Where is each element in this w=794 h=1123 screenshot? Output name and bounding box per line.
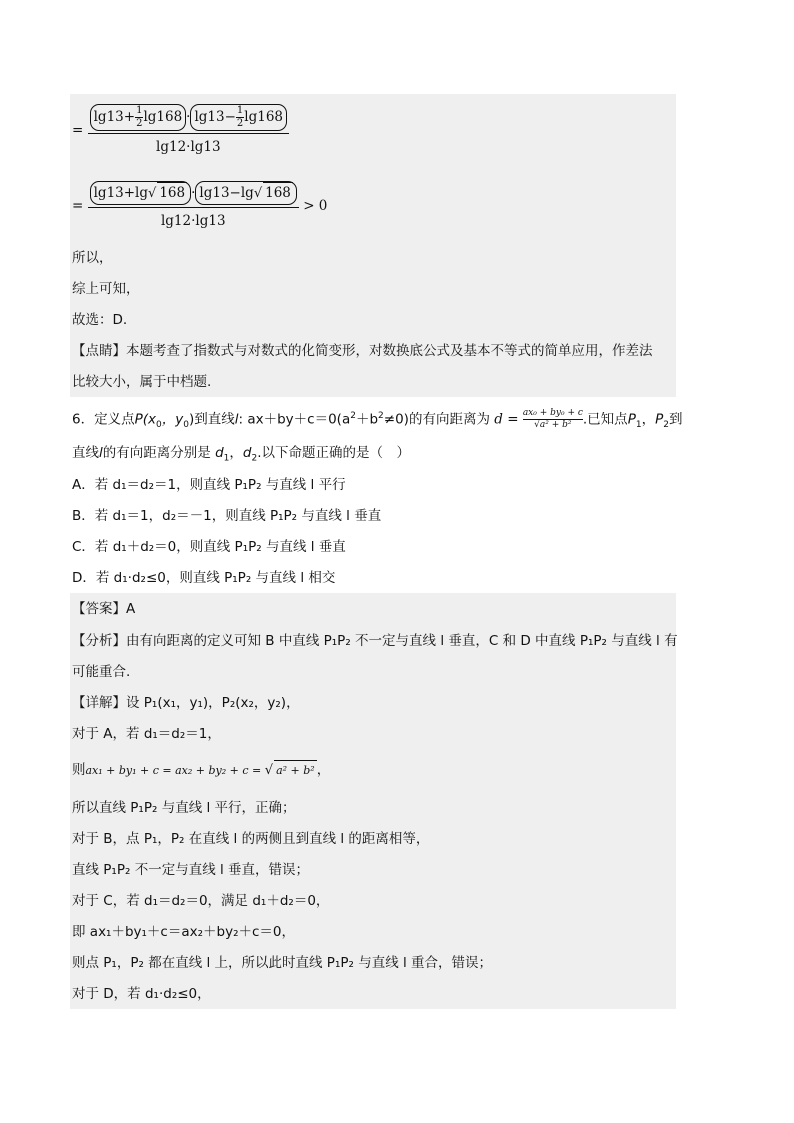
answer-label: 【答案】A xyxy=(72,601,136,617)
option-b: B．若 d₁＝1，d₂＝－1，则直线 P₁P₂ 与直线 l 垂直 xyxy=(72,508,382,524)
text-dianjing-1: 【点睛】本题考查了指数式与对数式的化简变形，对数换底公式及基本不等式的简单应用，作差法 xyxy=(72,343,653,359)
case-c-equation: 即 ax₁＋by₁＋c＝ax₂＋by₂＋c＝0， xyxy=(72,924,296,940)
option-a: A．若 d₁＝d₂＝1，则直线 P₁P₂ 与直线 l 平行 xyxy=(72,477,346,493)
option-d: D．若 d₁·d₂≤0，则直线 P₁P₂ 与直线 l 相交 xyxy=(72,570,336,586)
analysis-line-1: 【分析】由有向距离的定义可知 B 中直线 P₁P₂ 不一定与直线 l 垂直，C 和 D 中直线 P₁P₂ 与直线 l 有 xyxy=(72,633,678,649)
text-dianjing-2: 比较大小，属于中档题. xyxy=(72,374,212,390)
equation-2-fraction: $\frac{\lg 13+\lg√ 168 \cdot \lg 13-\lg√ 168}{\lg 12\cdot\lg 13}$ xyxy=(88,181,299,231)
analysis-line-2: 可能重合. xyxy=(72,664,131,680)
case-c-conclusion: 则点 P₁，P₂ 都在直线 l 上，所以此时直线 P₁P₂ 与直线 l 重合，错误； xyxy=(72,955,493,971)
equation-2: = $\frac{\lg 13+\lg√ 168 \cdot \lg 13-\lg√ 168}{\lg 12\cdot\lg 13}$ > 0 xyxy=(72,181,327,231)
equation-1: = lg13+ $\frac{1}{2}$ lg168 · lg13− $\frac{1}{2}$ lg168 lg12·lg13 xyxy=(72,104,289,157)
case-b-conclusion: 直线 P₁P₂ 不一定与直线 l 垂直，错误； xyxy=(72,862,310,878)
question-6-line-2: 直线l的有向距离分别是 $d_1$，$d_2$.以下命题正确的是（ ） xyxy=(72,445,410,464)
case-a-equation: 则ax₁ + by₁ + c = ax₂ + by₂ + c = √ a² + b² ， xyxy=(72,760,330,781)
text-suoyi: 所以， xyxy=(72,250,113,266)
case-d: 对于 D，若 d₁·d₂≤0， xyxy=(72,986,211,1002)
equation-1-fraction: lg13+ $\frac{1}{2}$ lg168 · lg13− $\frac{1}{2}$ lg168 lg12·lg13 xyxy=(88,104,289,157)
case-a-conclusion: 所以直线 P₁P₂ 与直线 l 平行，正确； xyxy=(72,800,296,816)
case-c: 对于 C，若 d₁＝d₂＝0，满足 d₁＋d₂＝0， xyxy=(72,893,330,909)
case-b: 对于 B，点 P₁，P₂ 在直线 l 的两侧且到直线 l 的距离相等， xyxy=(72,831,430,847)
distance-formula: $\frac{\text{ax₀ + by₀ + c}}{\text{√a² + b²}}$ xyxy=(522,408,583,430)
case-a: 对于 A，若 d₁＝d₂＝1， xyxy=(72,726,221,742)
question-6-line-1: 6．定义点$P(x_0$，$y_0$)到直线l: $ax+by+c=0(a^2+b^2\ne 0)$的有向距离为 d = $\frac{\text{ax₀ + by₀ + c}}{\text{√a² + b²}}$.已知点$P_1$，$P_2$到 xyxy=(72,408,683,431)
detail-intro: 【详解】设 P₁(x₁，y₁)，P₂(x₂，y₂)， xyxy=(72,695,300,711)
text-guxuan: 故选：D. xyxy=(72,312,128,328)
text-zongshang: 综上可知， xyxy=(72,281,140,297)
option-c: C．若 d₁＋d₂＝0，则直线 P₁P₂ 与直线 l 垂直 xyxy=(72,539,346,555)
